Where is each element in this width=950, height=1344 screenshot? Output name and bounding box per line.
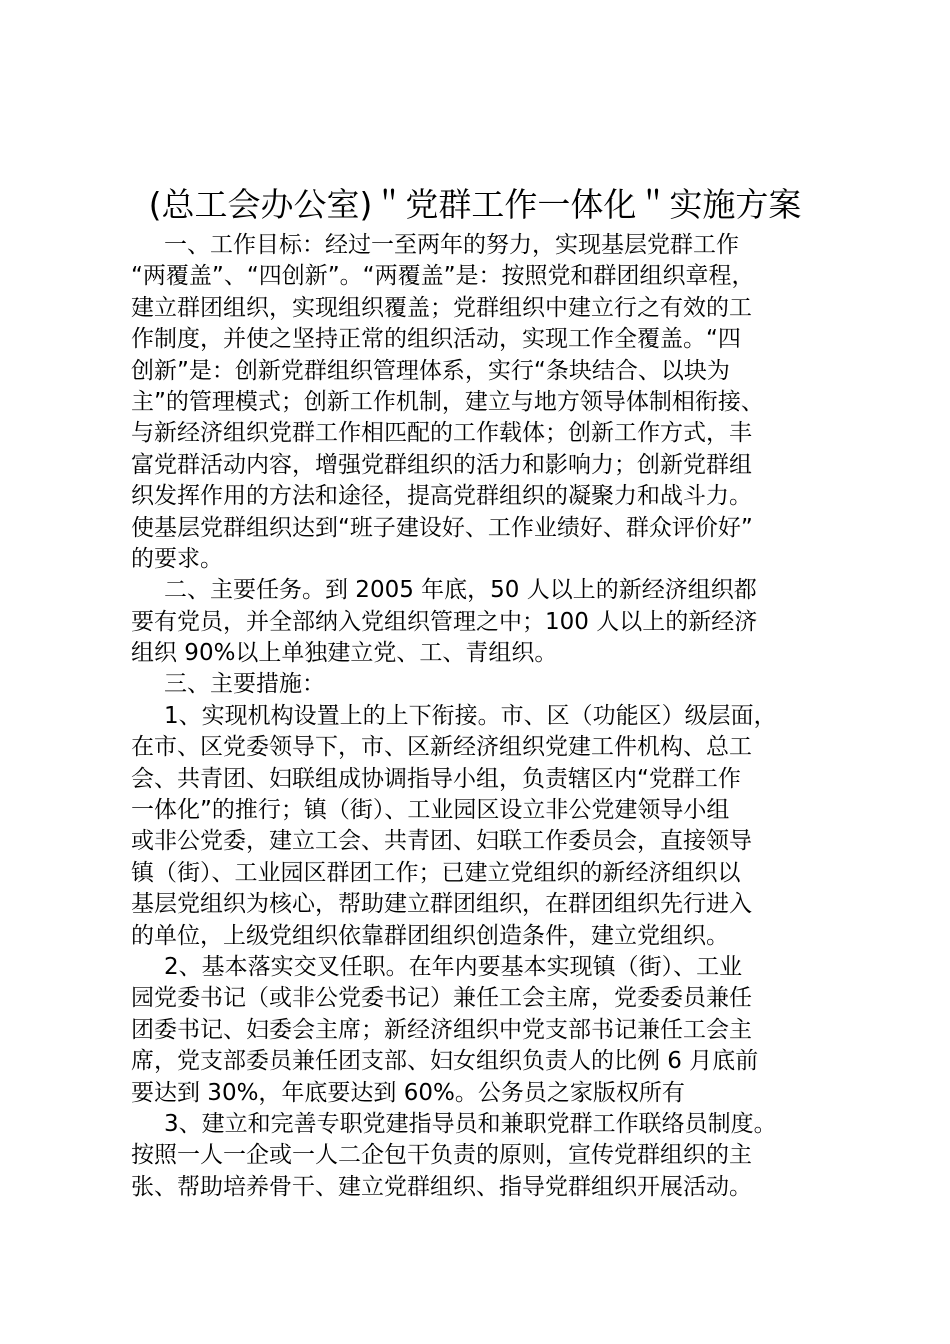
paragraph-line: 的单位，上级党组织依靠群团组织创造条件，建立党组织。 bbox=[131, 922, 729, 949]
paragraph-line: 在市、区党委领导下，市、区新经济组织党建工件机构、总工 bbox=[131, 734, 752, 761]
paragraph-line: 与新经济组织党群工作相匹配的工作载体；创新工作方式，丰 bbox=[131, 420, 752, 447]
paragraph-line: 3、建立和完善专职党建指导员和兼职党群工作联络员制度。 bbox=[164, 1110, 777, 1137]
paragraph-line: 要达到 30%，年底要达到 60%。公务员之家版权所有 bbox=[131, 1079, 685, 1106]
paragraph-line: 使基层党群组织达到“班子建设好、工作业绩好、群众评价好” bbox=[131, 514, 753, 541]
paragraph-line: 基层党组织为核心，帮助建立群团组织，在群团组织先行进入 bbox=[131, 891, 752, 918]
paragraph-line: 织发挥作用的方法和途径，提高党群组织的凝聚力和战斗力。 bbox=[131, 483, 752, 510]
paragraph-line: 或非公党委，建立工会、共青团、妇联工作委员会，直接领导 bbox=[131, 828, 752, 855]
section-heading: 三、主要措施： bbox=[164, 671, 325, 698]
paragraph-line: 镇（街）、工业园区群团工作；已建立党组织的新经济组织以 bbox=[131, 859, 741, 886]
paragraph-line: 一、工作目标：经过一至两年的努力，实现基层党群工作 bbox=[164, 232, 739, 258]
paragraph-line: 按照一人一企或一人二企包干负责的原则，宣传党群组织的主 bbox=[131, 1142, 752, 1169]
paragraph-line: 主”的管理模式；创新工作机制，建立与地方领导体制相衔接、 bbox=[131, 388, 764, 415]
document-body bbox=[131, 230, 843, 1203]
paragraph-line: 的要求。 bbox=[131, 545, 223, 572]
paragraph-line: 建立群团组织，实现组织覆盖；党群组织中建立行之有效的工 bbox=[131, 294, 752, 321]
paragraph-line: 2、基本落实交叉任职。在年内要基本实现镇（街）、工业 bbox=[164, 953, 743, 980]
paragraph-line: 张、帮助培养骨干、建立党群组织、指导党群组织开展活动。 bbox=[131, 1173, 752, 1200]
paragraph-line: 园党委书记（或非公党委书记）兼任工会主席，党委委员兼任 bbox=[131, 985, 752, 1012]
paragraph-line: 要有党员，并全部纳入党组织管理之中；100 人以上的新经济 bbox=[131, 608, 758, 635]
document-title: (总工会办公室)＂党群工作一体化＂实施方案 bbox=[148, 185, 802, 224]
paragraph-line: 席，党支部委员兼任团支部、妇女组织负责人的比例 6 月底前 bbox=[131, 1048, 759, 1075]
paragraph-line: 作制度，并使之坚持正常的组织活动，实现工作全覆盖。“四 bbox=[131, 326, 741, 353]
paragraph-line: 一体化”的推行；镇（街）、工业园区设立非公党建领导小组 bbox=[131, 797, 730, 824]
paragraph-line: 创新”是：创新党群组织管理体系，实行“条块结合、以块为 bbox=[131, 357, 730, 384]
paragraph-line: 1、实现机构设置上的上下衔接。市、区（功能区）级层面， bbox=[164, 702, 777, 729]
paragraph-line: 组织 90%以上单独建立党、工、青组织。 bbox=[131, 640, 558, 667]
paragraph-line: 会、共青团、妇联组成协调指导小组，负责辖区内“党群工作 bbox=[131, 765, 741, 792]
paragraph-line: 团委书记、妇委会主席；新经济组织中党支部书记兼任工会主 bbox=[131, 1016, 752, 1043]
paragraph-line: 二、主要任务。到 2005 年底，50 人以上的新经济组织都 bbox=[164, 577, 757, 604]
paragraph-line: “两覆盖”、“四创新”。“两覆盖”是：按照党和群团组织章程， bbox=[131, 263, 755, 290]
paragraph-line: 富党群活动内容，增强党群组织的活力和影响力；创新党群组 bbox=[131, 451, 752, 478]
